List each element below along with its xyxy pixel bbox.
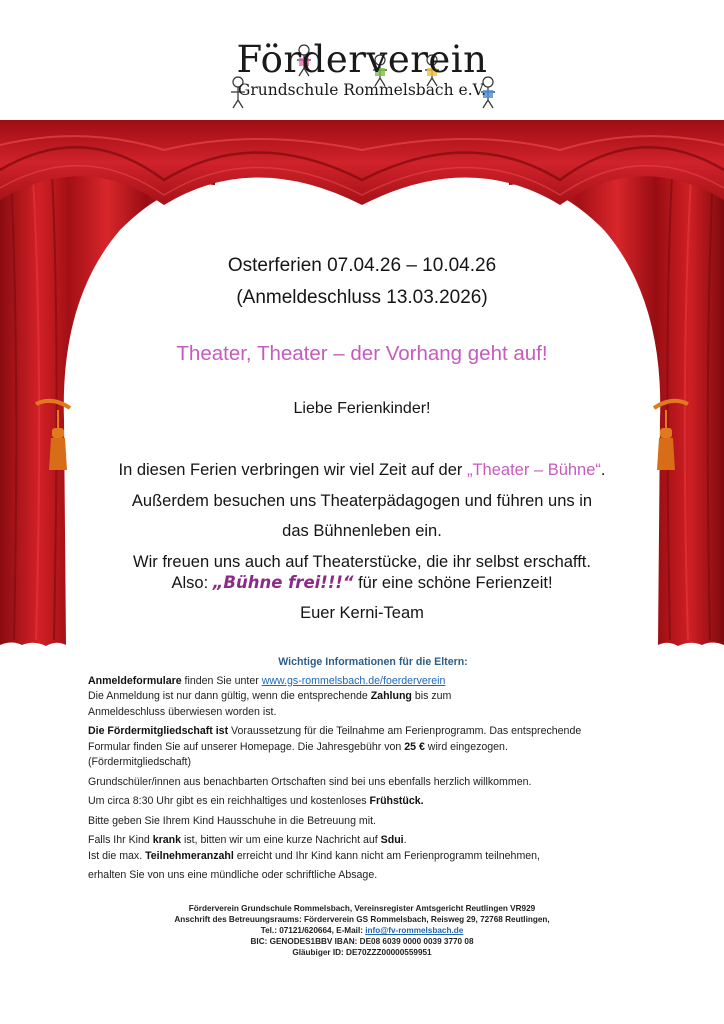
description-line-2: Außerdem besuchen uns Theaterpädagogen und führen uns in [131, 491, 593, 510]
footer-creditor-id: Gläubiger ID: DE70ZZZ00000559951 [292, 948, 432, 957]
footer-contact: Tel.: 07121/620664, E-Mail: info@fv-rommelsbach.de [260, 926, 464, 935]
info-header: Wichtige Informationen für die Eltern: [278, 656, 468, 668]
info-membership-note: (Fördermitgliedschaft) [88, 756, 192, 768]
program-description [60, 455, 664, 577]
info-payment-cont: Anmeldeschluss überwiesen worden ist. [88, 705, 277, 718]
info-membership-cont: Formular finden Sie auf unserer Homepage. Die Jahresgebühr von 25 € wird eingezogen. [88, 740, 508, 753]
logo-subtitle: Grundschule Rommelsbach e.V. [237, 81, 487, 99]
info-neighbors: Grundschüler/innen aus benachbarten Ortschaften sind bei uns ebenfalls herzlich willkommen. [88, 775, 532, 788]
greeting: Liebe Ferienkinder! [293, 400, 431, 417]
holiday-period: Osterferien 07.04.26 – 10.04.26 [227, 255, 497, 276]
info-membership: Die Fördermitgliedschaft ist Voraussetzung für die Teilnahme am Ferienprogramm. Das entsprechende [88, 725, 582, 737]
motto-headline: Theater, Theater – der Vorhang geht auf! [176, 342, 548, 365]
info-max-cont: erhalten Sie von uns eine mündliche oder schriftliche Absage. [88, 869, 378, 881]
email-link[interactable]: info@fv-rommelsbach.de [365, 926, 464, 935]
forms-link[interactable]: www.gs-rommelsbach.de/foerderverein [261, 674, 446, 687]
logo [0, 40, 724, 99]
info-sick: Falls Ihr Kind krank ist, bitten wir um eine kurze Nachricht auf Sdui. [88, 834, 407, 846]
info-breakfast: Um circa 8:30 Uhr gibt es ein reichhaltiges und kostenloses Frühstück. [88, 795, 424, 807]
theater-stage-highlight: „Theater – Bühne“ [466, 461, 601, 479]
footer-address: Anschrift des Betreuungsraums: Förderverein GS Rommelsbach, Reisweg 29, 72768 Reutlingen, [174, 915, 550, 924]
logo-title: Förderverein [236, 38, 488, 81]
description-line-4: Wir freuen uns auch auf Theaterstücke, die ihr selbst erschafft. [133, 552, 591, 571]
holiday-dates [60, 250, 664, 314]
info-payment: Die Anmeldung ist nur dann gültig, wenn die entsprechende Zahlung bis zum [88, 690, 452, 702]
signature: Euer Kerni-Team [300, 604, 424, 622]
footer-bank: BIC: GENODES1BBV IBAN: DE08 6039 0000 0039 3770 08 [250, 937, 474, 946]
info-max: Ist die max. Teilnehmeranzahl erreicht und Ihr Kind kann nicht am Ferienprogramm teilnehmen, [88, 849, 541, 862]
closing-line: Also: „Bühne frei!!!“ für eine schöne Ferienzeit! [171, 573, 553, 592]
footer-register: Förderverein Grundschule Rommelsbach, Vereinsregister Amtsgericht Reutlingen VR929 [188, 904, 536, 913]
stage-call: „Bühne frei!!!“ [212, 573, 354, 592]
registration-deadline: (Anmeldeschluss 13.03.2026) [236, 287, 488, 308]
info-slippers: Bitte geben Sie Ihrem Kind Hausschuhe in die Betreuung mit. [88, 814, 376, 827]
info-forms: Anmeldeformulare finden Sie unter www.gs-rommelsbach.de/foerderverein [88, 674, 446, 687]
description-line-1: In diesen Ferien verbringen wir viel Zeit auf der „Theater – Bühne“. [118, 461, 606, 479]
parent-info [88, 655, 658, 884]
footer [80, 903, 644, 958]
closing [60, 568, 664, 628]
description-line-3: das Bühnenleben ein. [282, 522, 442, 540]
